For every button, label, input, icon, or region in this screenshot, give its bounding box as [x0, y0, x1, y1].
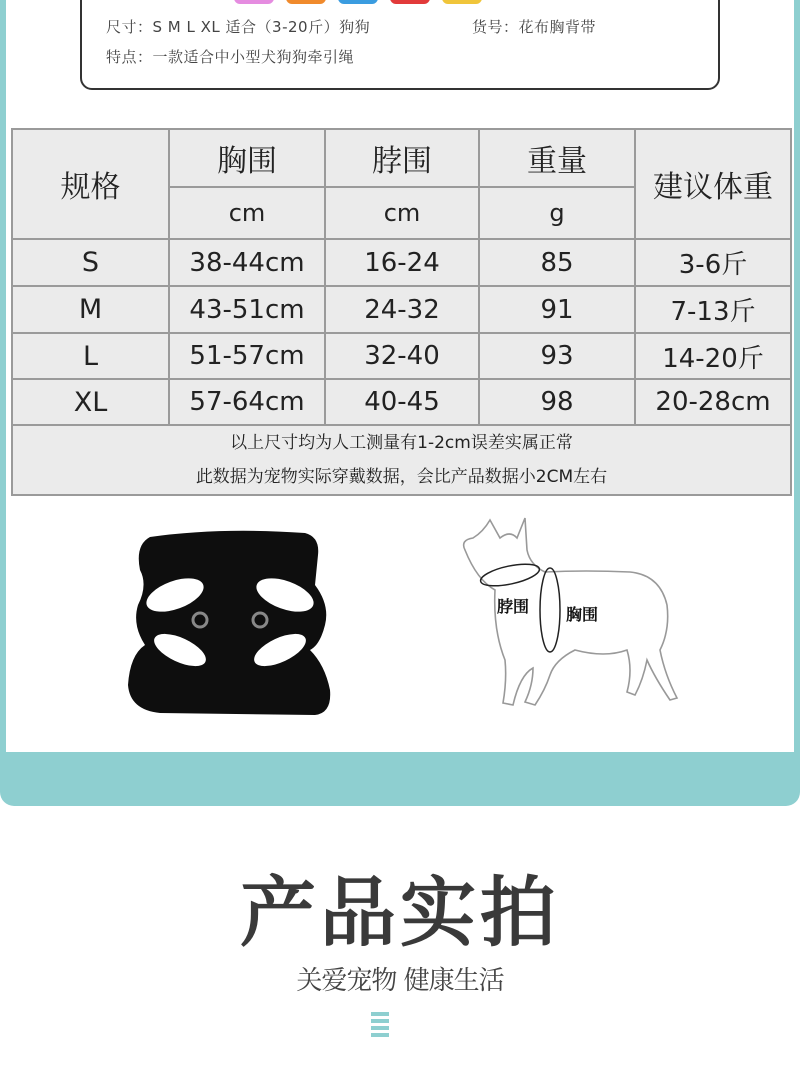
cell-suggested: 3-6斤: [635, 239, 791, 286]
color-swatch[interactable]: [390, 0, 430, 4]
cell-size: S: [12, 239, 169, 286]
cell-weight: 91: [479, 286, 635, 333]
feature-info: 特点：一款适合中小型犬狗狗牵引绳: [106, 48, 355, 66]
table-header-row: [12, 129, 791, 187]
color-swatch[interactable]: [286, 0, 326, 4]
cell-chest: 43-51cm: [169, 286, 325, 333]
harness-image: [120, 525, 340, 720]
note-wear-data: 此数据为宠物实际穿戴数据，会比产品数据小2CM左右: [195, 467, 608, 487]
header-weight: 重量: [479, 129, 635, 187]
product-info-box: [80, 0, 720, 90]
header-suggested-weight: 建议体重: [635, 129, 791, 239]
menu-lines-icon: [371, 1012, 389, 1038]
item-number: 货号：花布胸背带: [472, 18, 597, 36]
color-swatch[interactable]: [338, 0, 378, 4]
cell-weight: 85: [479, 239, 635, 286]
cell-suggested: 14-20斤: [635, 333, 791, 379]
cell-size: M: [12, 286, 169, 333]
header-spec: 规格: [12, 129, 169, 239]
size-chart-table: [11, 128, 792, 496]
color-swatch[interactable]: [442, 0, 482, 4]
cell-size: L: [12, 333, 169, 379]
cell-neck: 24-32: [325, 286, 479, 333]
cell-size: XL: [12, 379, 169, 425]
cell-weight: 98: [479, 379, 635, 425]
section-title: 产品实拍: [240, 868, 560, 957]
note-error-margin: 以上尺寸均为人工测量有1-2cm误差实属正常: [230, 433, 573, 453]
size-info: 尺寸：S M L XL 适合（3-20斤）狗狗: [106, 18, 371, 36]
color-swatch[interactable]: [234, 0, 274, 4]
measurement-notes: [12, 425, 791, 495]
table-row: [12, 286, 791, 333]
cell-neck: 16-24: [325, 239, 479, 286]
unit-neck: cm: [325, 187, 479, 239]
header-neck: 脖围: [325, 129, 479, 187]
cell-chest: 51-57cm: [169, 333, 325, 379]
cell-suggested: 7-13斤: [635, 286, 791, 333]
header-chest: 胸围: [169, 129, 325, 187]
table-row: [12, 333, 791, 379]
cell-chest: 57-64cm: [169, 379, 325, 425]
section-subtitle: 关爱宠物 健康生活: [296, 966, 504, 996]
cell-weight: 93: [479, 333, 635, 379]
chest-label: 胸围: [566, 605, 599, 624]
cell-suggested: 20-28cm: [635, 379, 791, 425]
table-row: [12, 239, 791, 286]
unit-weight: g: [479, 187, 635, 239]
table-row: [12, 379, 791, 425]
cell-neck: 32-40: [325, 333, 479, 379]
cell-neck: 40-45: [325, 379, 479, 425]
unit-chest: cm: [169, 187, 325, 239]
neck-label: 脖围: [497, 597, 530, 616]
cell-chest: 38-44cm: [169, 239, 325, 286]
table-note-row: [12, 425, 791, 495]
